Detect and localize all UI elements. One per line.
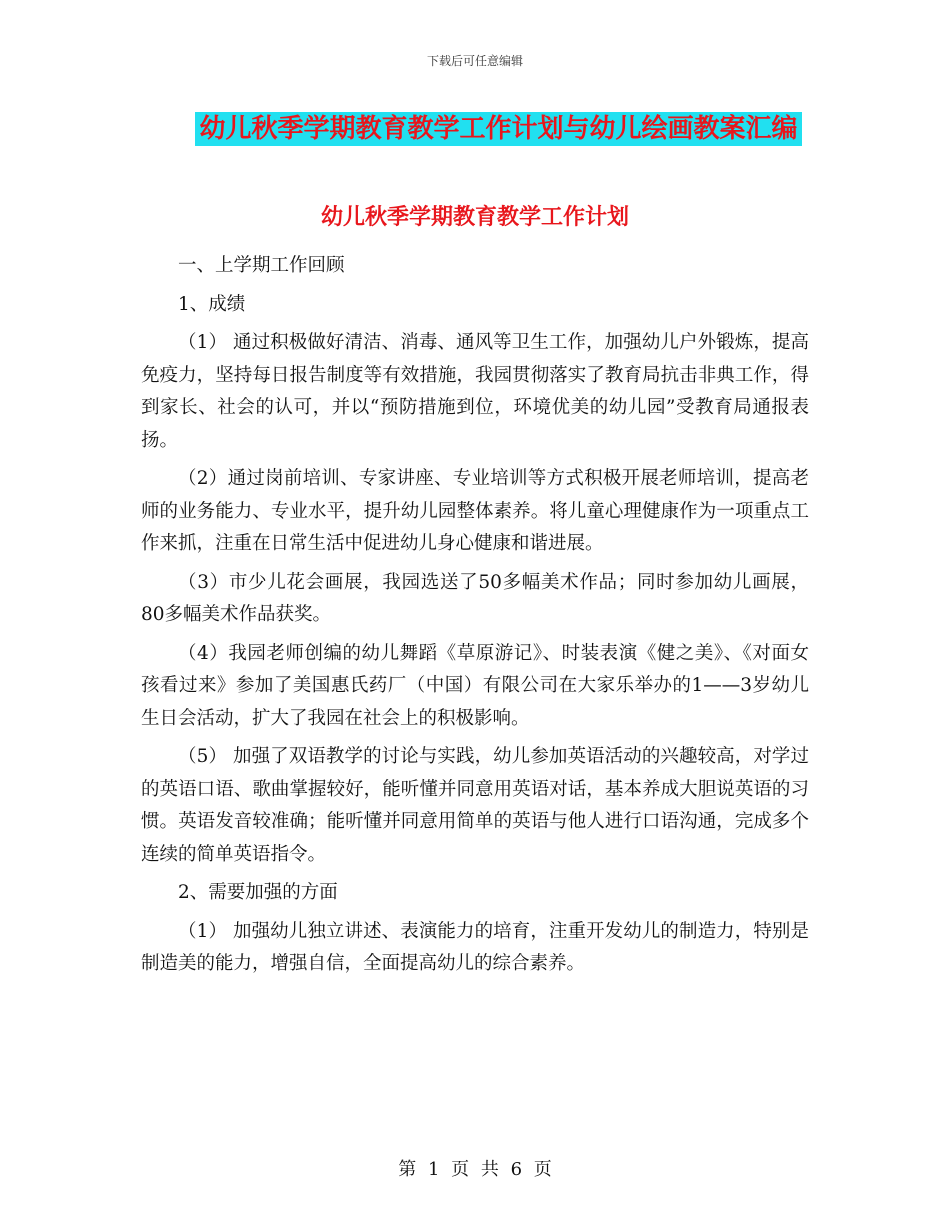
paragraph-item-2: （2）通过岗前培训、专家讲座、专业培训等方式积极开展老师培训，提高老师的业务能力、专业水平，提升幼儿园整体素养。将儿童心理健康作为一项重点工作来抓，注重在日常生活中促进幼儿身心健康和谐进展。 [141, 468, 809, 554]
paragraph-item-4: （4）我园老师创编的幼儿舞蹈《草原游记》、时装表演《健之美》、《对面女孩看过来》参加了美国惠氏药厂（中国）有限公司在大家乐举办的1——3岁幼儿生日会活动，扩大了我园在社会上的积极影响。 [141, 642, 809, 729]
paragraph-heading-achievements: 1、成绩 [178, 293, 246, 315]
section-title: 幼儿秋季学期教育教学工作计划 [320, 204, 629, 230]
document-title-highlight [195, 112, 802, 146]
document-body [141, 250, 809, 987]
paragraph-item-1: （1） 通过积极做好清洁、消毒、通风等卫生工作，加强幼儿户外锻炼，提高免疫力，坚持每日报告制度等有效措施，我园贯彻落实了教育局抗击非典工作，得到家长、社会的认可，并以“预防措施到位，环境优美的幼儿园”受教育局通报表扬。 [141, 332, 809, 451]
document-title: 幼儿秋季学期教育教学工作计划与幼儿绘画教案汇编 [199, 114, 798, 144]
paragraph-heading-review: 一、上学期工作回顾 [178, 255, 345, 276]
paragraph-improvement-1: （1） 加强幼儿独立讲述、表演能力的培育，注重开发幼儿的制造力，特别是制造美的能力，增强自信，全面提高幼儿的综合素养。 [141, 920, 809, 974]
header-note: 下载后可任意编辑 [426, 54, 523, 68]
paragraph-item-3: （3）市少儿花会画展，我园选送了50多幅美术作品；同时参加幼儿画展，80多幅美术作品获奖。 [141, 571, 809, 625]
page-number-footer: 第 1 页 共 6 页 [398, 1159, 552, 1180]
paragraph-item-5: （5） 加强了双语教学的讨论与实践，幼儿参加英语活动的兴趣较高，对学过的英语口语、歌曲掌握较好，能听懂并同意用英语对话，基本养成大胆说英语的习惯。英语发音较准确；能听懂并同意用简单的英语与他人进行口语沟通，完成多个连续的简单英语指令。 [141, 746, 809, 865]
paragraph-heading-improvements: 2、需要加强的方面 [178, 882, 338, 903]
